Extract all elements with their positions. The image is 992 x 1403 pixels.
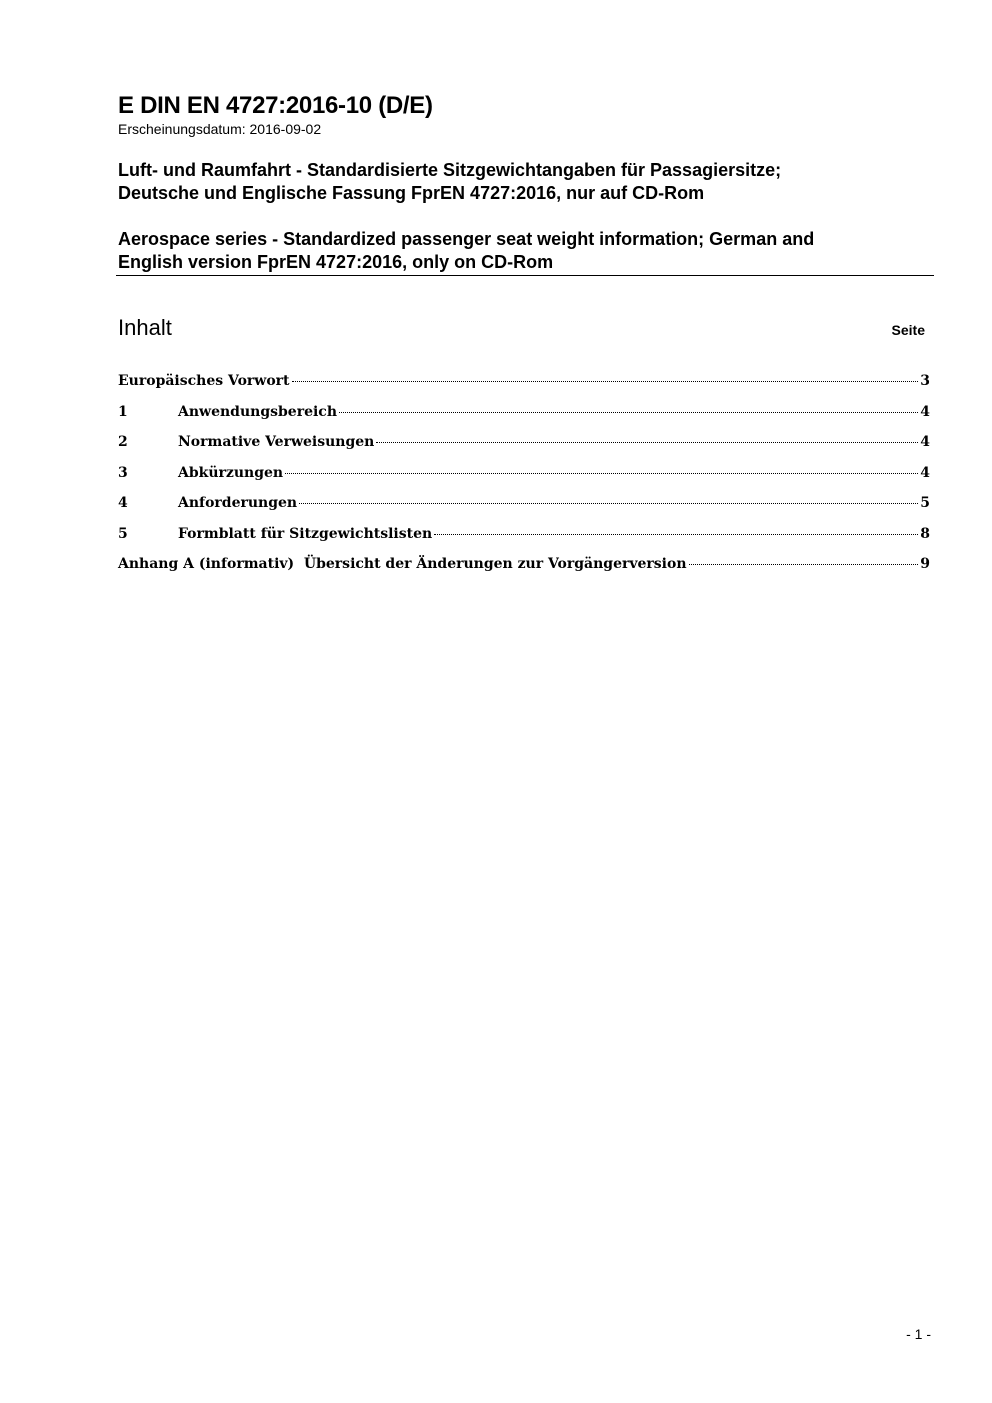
- document-title: E DIN EN 4727:2016-10 (D/E): [118, 92, 433, 119]
- toc-entry-page: 4: [920, 434, 930, 450]
- toc-entry-label: Anwendungsbereich: [178, 403, 337, 420]
- toc-entry-number: 4: [118, 495, 128, 511]
- toc-entry-normative-verweisungen[interactable]: [118, 432, 930, 463]
- german-title-line: Deutsche und Englische Fassung FprEN 4727:2016, nur auf CD-Rom: [118, 183, 705, 203]
- toc-dot-leader: [689, 564, 919, 565]
- toc-dot-leader: [376, 442, 918, 443]
- toc-entry-europaeisches-vorwort[interactable]: [118, 371, 930, 402]
- toc-entry-abkuerzungen[interactable]: [118, 463, 930, 494]
- toc-entry-label: Formblatt für Sitzgewichtslisten: [178, 525, 433, 542]
- toc-entry-number: 2: [118, 434, 128, 450]
- toc-entry-anwendungsbereich[interactable]: [118, 402, 930, 433]
- toc-page-column-label: Seite: [891, 322, 925, 338]
- title-divider: [116, 275, 934, 276]
- english-title-line: Aerospace series - Standardized passenger seat weight information; German and: [118, 229, 815, 249]
- toc-entry-page: 4: [920, 403, 930, 420]
- toc-entry-page: 3: [920, 373, 930, 389]
- toc-entry-anforderungen[interactable]: [118, 493, 930, 524]
- german-title: [118, 159, 918, 205]
- page-number: - 1 -: [906, 1326, 931, 1342]
- english-title-line: English version FprEN 4727:2016, only on CD-Rom: [118, 252, 554, 272]
- toc-entry-label: Abkürzungen: [178, 464, 284, 481]
- toc-dot-leader: [434, 534, 918, 535]
- toc-entry-number: 1: [118, 403, 128, 420]
- toc-dot-leader: [299, 503, 918, 504]
- toc-entry-label: Normative Verweisungen: [178, 434, 375, 450]
- toc-entry-anhang-a[interactable]: [118, 554, 930, 585]
- english-title: [118, 228, 918, 274]
- publication-date: Erscheinungsdatum: 2016-09-02: [118, 121, 322, 137]
- table-of-contents: [118, 371, 930, 585]
- german-title-line: Luft- und Raumfahrt - Standardisierte Sitzgewichtangaben für Passagiersitze;: [118, 160, 782, 180]
- toc-dot-leader: [339, 412, 918, 413]
- toc-entry-page: 8: [920, 525, 930, 542]
- toc-entry-page: 9: [920, 556, 930, 572]
- toc-entry-page: 4: [920, 464, 930, 481]
- toc-entry-formblatt[interactable]: [118, 524, 930, 555]
- toc-entry-number: 3: [118, 464, 128, 481]
- toc-entry-page: 5: [920, 495, 930, 511]
- toc-entry-label: Europäisches Vorwort: [118, 373, 290, 389]
- toc-heading: Inhalt: [118, 315, 172, 340]
- toc-entry-label: Anhang A (informativ) Übersicht der Änderungen zur Vorgängerversion: [118, 556, 687, 572]
- toc-dot-leader: [285, 473, 918, 474]
- toc-dot-leader: [292, 381, 919, 382]
- toc-entry-number: 5: [118, 525, 128, 542]
- toc-entry-label: Anforderungen: [178, 495, 298, 511]
